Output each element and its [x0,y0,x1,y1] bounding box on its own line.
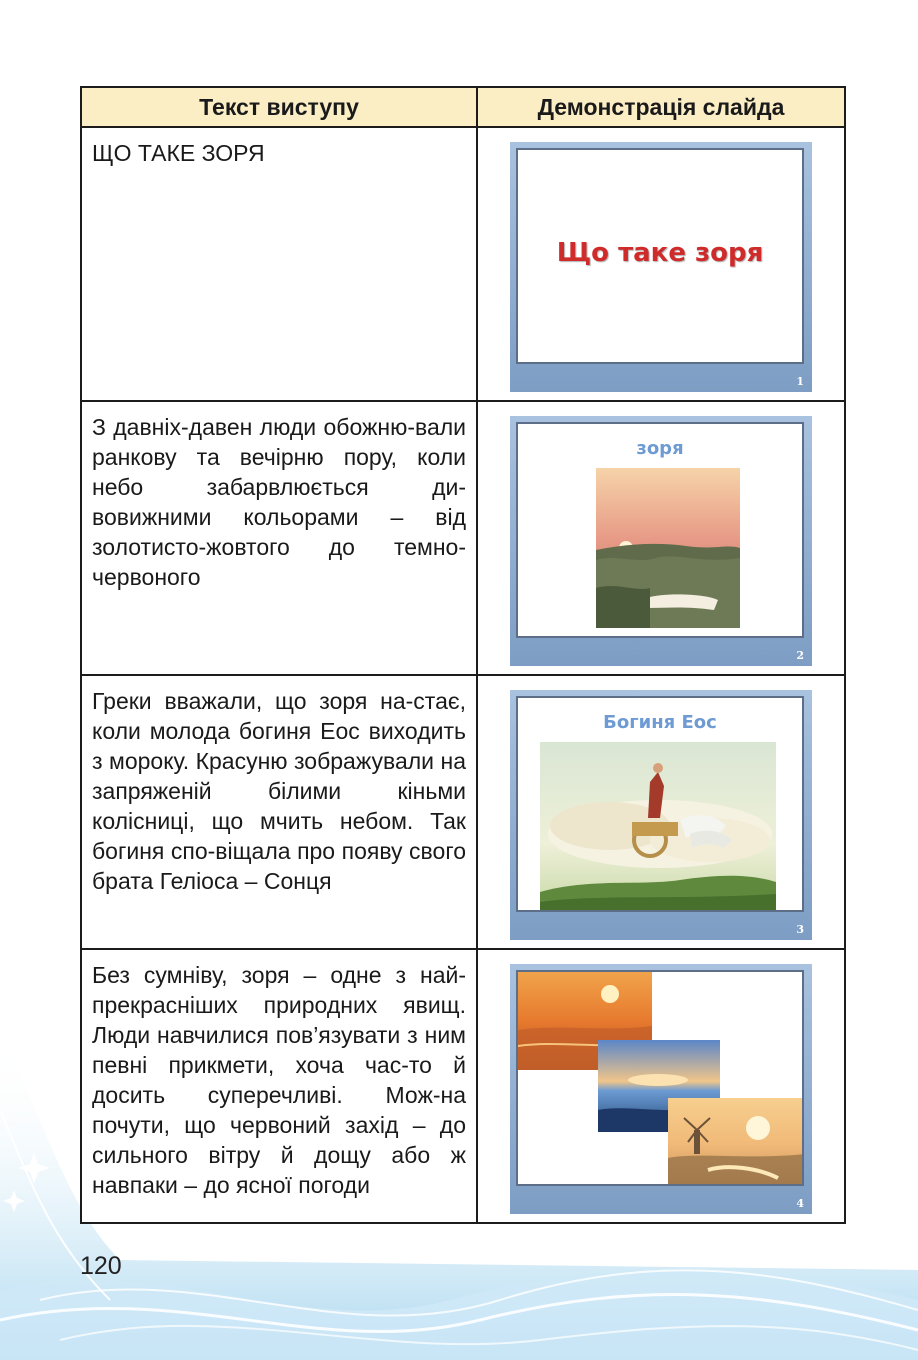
slide-cell [477,127,845,401]
slide-thumbnail [510,964,812,1214]
slide-content [516,148,804,364]
slide-cell [477,949,845,1223]
slide-content [516,696,804,912]
sunset-lake-image [596,468,740,628]
table-row [81,401,845,675]
slide-number: 1 [796,375,804,388]
slide-title: Що таке зоря [556,238,764,268]
table-header-row [81,87,845,127]
speech-text: Без сумніву, зоря – одне з най-прекрасніших природних явищ. Люди навчилися пов’язувати з ним певні прикмети, хоча час-то й досить суперечливі. Мож-на почути, що червоний захід – до сильного вітру й дощу або ж навпаки – до ясної погоди [92,962,466,1198]
table-row [81,675,845,949]
table-row [81,127,845,401]
speech-text: Греки вважали, що зоря на-стає, коли молода богиня Еос виходить з мороку. Красуню зображували на запряженій білими кіньми колісниці, що мчить небом. Так богиня спо-віщала про появу свого брата Геліоса – Сонця [92,688,466,894]
slide-number: 3 [796,923,804,936]
speech-cell [81,675,477,949]
speech-text: ЩО ТАКЕ ЗОРЯ [92,140,265,166]
slide-cell [477,675,845,949]
table-row [81,949,845,1223]
windmill-dawn-image [668,1098,804,1186]
speech-slides-table [80,86,846,1224]
slide-thumbnail [510,690,812,940]
slide-number: 2 [796,649,804,662]
slide-title: зоря [636,438,684,459]
slide-title: Богиня Еос [603,712,717,733]
speech-cell [81,127,477,401]
speech-text: З давніх-давен люди обожню-вали ранкову та вечірню пору, коли небо забарвлюється ди-вовижними кольорами – від золотисто-жовтого до темно-червоного [92,414,466,590]
slide-content [516,422,804,638]
header-slide-demo: Демонстрація слайда [477,87,845,127]
slide-content [516,970,804,1186]
header-speech-text: Текст виступу [81,87,477,127]
slide-thumbnail [510,142,812,392]
slide-number: 4 [796,1197,804,1210]
speech-cell [81,401,477,675]
slide-thumbnail [510,416,812,666]
goddess-eos-chariot-image [540,742,776,912]
speech-cell [81,949,477,1223]
page-number: 120 [80,1252,122,1280]
slide-cell [477,401,845,675]
